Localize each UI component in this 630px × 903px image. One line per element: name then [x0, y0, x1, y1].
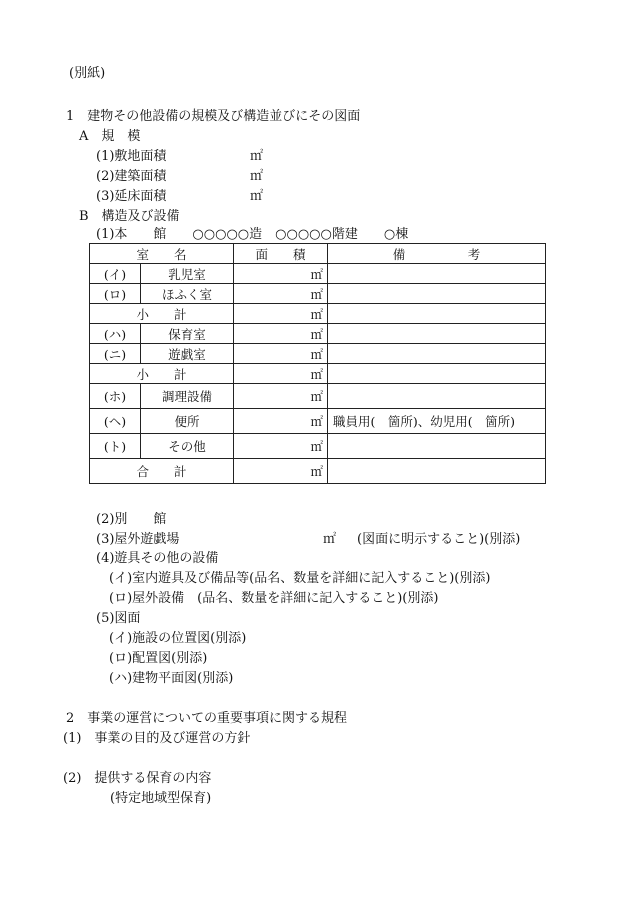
outdoor-playground-note: (図面に明示すること)(別添)	[357, 532, 521, 547]
outdoor-playground-unit: ㎡	[323, 532, 337, 547]
row-unit: ㎡	[234, 264, 328, 284]
attachment-label: (別紙)	[69, 66, 106, 81]
row-room: 遊戯室	[141, 344, 234, 364]
main-building-line: (1)本 館 ○○○○○造 ○○○○○階建 ○棟	[96, 227, 409, 242]
table-row	[90, 384, 546, 409]
outdoor-playground-label: (3)屋外遊戯場	[96, 532, 180, 547]
row-unit: ㎡	[234, 409, 328, 434]
site-area-unit: ㎡	[250, 149, 264, 164]
row-code: (ハ)	[90, 324, 141, 344]
row-room: 乳児室	[141, 264, 234, 284]
total-label: 合 計	[90, 459, 234, 484]
row-unit: ㎡	[234, 324, 328, 344]
row-unit: ㎡	[234, 459, 328, 484]
row-room: 調理設備	[141, 384, 234, 409]
row-unit: ㎡	[234, 434, 328, 459]
floor-area-unit: ㎡	[250, 189, 264, 204]
equipment-item: (イ)室内遊具及び備品等(品名、数量を詳細に記入すること)(別添)	[109, 571, 491, 586]
row-room: 保育室	[141, 324, 234, 344]
subtotal-row	[90, 304, 546, 324]
row-note	[328, 384, 546, 409]
scale-heading: A 規 模	[79, 129, 141, 144]
drawings-heading: (5)図面	[96, 611, 141, 626]
structure-heading: B 構造及び設備	[79, 209, 180, 224]
table-row	[90, 409, 546, 434]
table-row	[90, 264, 546, 284]
equipment-heading: (4)遊具その他の設備	[96, 551, 219, 566]
table-row	[90, 324, 546, 344]
row-note	[328, 324, 546, 344]
row-unit: ㎡	[234, 304, 328, 324]
row-unit: ㎡	[234, 284, 328, 304]
section2-item1: (1) 事業の目的及び運営の方針	[63, 731, 251, 746]
row-code: (ニ)	[90, 344, 141, 364]
section2-item2: (2) 提供する保育の内容	[63, 771, 212, 786]
row-room: 便所	[141, 409, 234, 434]
header-notes: 備 考	[328, 244, 546, 264]
row-note	[328, 344, 546, 364]
section2-title: 2 事業の運営についての重要事項に関する規程	[66, 711, 348, 726]
drawings-item: (ハ)建物平面図(別添)	[109, 671, 234, 686]
section1-title: 1 建物その他設備の規模及び構造並びにその図面	[66, 109, 361, 124]
row-unit: ㎡	[234, 364, 328, 384]
drawings-item: (イ)施設の位置図(別添)	[109, 631, 247, 646]
row-note	[328, 284, 546, 304]
row-code: (ト)	[90, 434, 141, 459]
row-note	[328, 364, 546, 384]
row-code: (イ)	[90, 264, 141, 284]
total-row	[90, 459, 546, 484]
row-code: (ヘ)	[90, 409, 141, 434]
row-note: 職員用( 箇所)、幼児用( 箇所)	[328, 409, 546, 434]
row-room: ほふく室	[141, 284, 234, 304]
building-area-unit: ㎡	[250, 169, 264, 184]
row-note	[328, 264, 546, 284]
row-note	[328, 459, 546, 484]
subtotal-label: 小 計	[90, 364, 234, 384]
row-code: (ロ)	[90, 284, 141, 304]
row-note	[328, 304, 546, 324]
row-note	[328, 434, 546, 459]
header-room-name: 室 名	[90, 244, 234, 264]
row-unit: ㎡	[234, 344, 328, 364]
drawings-item: (ロ)配置図(別添)	[109, 651, 208, 666]
table-row	[90, 344, 546, 364]
site-area-label: (1)敷地面積	[96, 149, 167, 164]
table-row	[90, 284, 546, 304]
floor-area-label: (3)延床面積	[96, 189, 167, 204]
table-row	[90, 434, 546, 459]
section2-item2-sub: (特定地域型保育)	[110, 791, 212, 806]
annex-line: (2)別 館	[96, 512, 167, 527]
row-unit: ㎡	[234, 384, 328, 409]
header-area: 面 積	[234, 244, 328, 264]
subtotal-label: 小 計	[90, 304, 234, 324]
building-area-label: (2)建築面積	[96, 169, 167, 184]
row-code: (ホ)	[90, 384, 141, 409]
row-room: その他	[141, 434, 234, 459]
subtotal-row	[90, 364, 546, 384]
equipment-item: (ロ)屋外設備 (品名、数量を詳細に記入すること)(別添)	[109, 591, 439, 606]
table-header-row	[90, 244, 546, 264]
rooms-table	[89, 243, 546, 484]
